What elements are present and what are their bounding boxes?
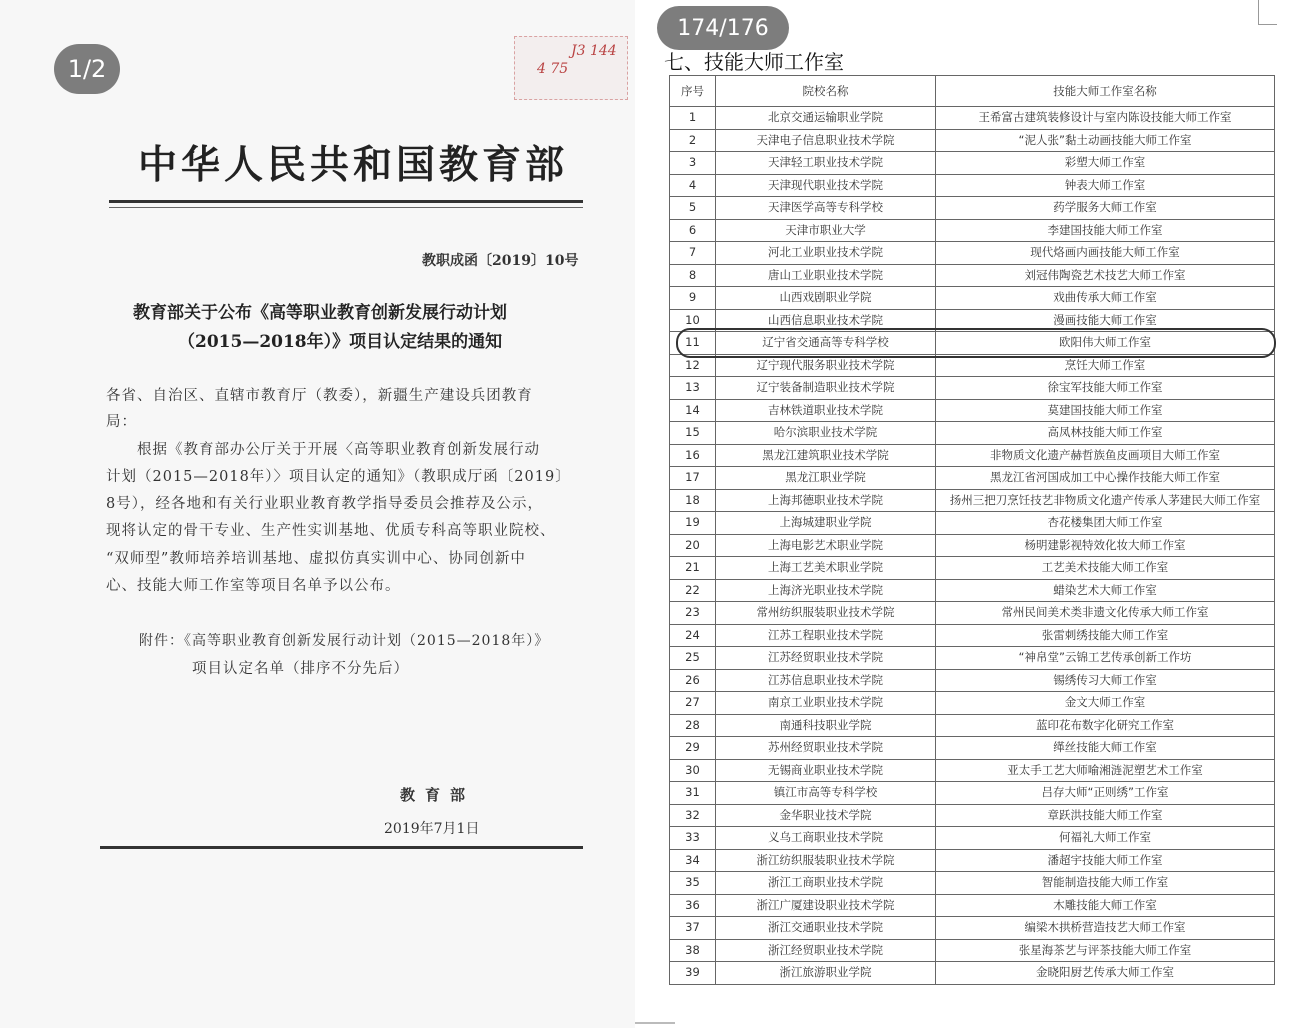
school-name-cell: 江苏经贸职业技术学院 — [716, 647, 936, 670]
body-line-5: 8号），经各地和有关行业职业教育教学指导委员会推荐及公示， — [106, 496, 543, 512]
studio-name-cell: 李建国技能大师工作室 — [936, 219, 1275, 242]
studio-name-cell: 高凤林技能大师工作室 — [936, 422, 1275, 445]
school-name-cell: 浙江工商职业技术学院 — [716, 872, 936, 895]
table-row — [670, 962, 1275, 985]
table-row — [670, 827, 1275, 850]
table-row — [670, 152, 1275, 175]
row-index-cell: 27 — [670, 692, 716, 715]
school-name-cell: 江苏信息职业技术学院 — [716, 669, 936, 692]
table-row — [670, 489, 1275, 512]
studio-name-cell: 何福礼大师工作室 — [936, 827, 1275, 850]
table-row — [670, 759, 1275, 782]
row-index-cell: 18 — [670, 489, 716, 512]
table-row — [670, 354, 1275, 377]
page-indicator-right: 174/176 — [657, 6, 789, 50]
studio-name-cell: 莫建国技能大师工作室 — [936, 399, 1275, 422]
table-row — [670, 849, 1275, 872]
school-name-cell: 天津市职业大学 — [716, 219, 936, 242]
row-index-cell: 29 — [670, 737, 716, 760]
studio-name-cell: 杨明建影视特效化妆大师工作室 — [936, 534, 1275, 557]
school-name-cell: 河北工业职业技术学院 — [716, 242, 936, 265]
row-index-cell: 13 — [670, 377, 716, 400]
row-index-cell: 28 — [670, 714, 716, 737]
page-bottom-edge — [635, 1022, 675, 1024]
table-row — [670, 377, 1275, 400]
school-name-cell: 金华职业技术学院 — [716, 804, 936, 827]
studio-name-cell: 徐宝军技能大师工作室 — [936, 377, 1275, 400]
school-name-cell: 南通科技职业学院 — [716, 714, 936, 737]
school-name-cell: 镇江市高等专科学校 — [716, 782, 936, 805]
table-row — [670, 399, 1275, 422]
table-row — [670, 714, 1275, 737]
row-index-cell: 37 — [670, 917, 716, 940]
table-row — [670, 219, 1275, 242]
table-row — [670, 534, 1275, 557]
stamp-line-2: 4 75 — [537, 61, 569, 77]
table-row — [670, 174, 1275, 197]
body-line-3: 根据《教育部办公厅关于开展〈高等职业教育创新发展行动 — [106, 442, 540, 458]
row-index-cell: 25 — [670, 647, 716, 670]
school-name-cell: 上海工艺美术职业学院 — [716, 557, 936, 580]
row-index-cell: 16 — [670, 444, 716, 467]
table-row — [670, 872, 1275, 895]
stamp-line-1: J3 144 — [571, 43, 617, 59]
body-line-8: 心、技能大师工作室等项目名单予以公布。 — [106, 578, 401, 594]
school-name-cell: 南京工业职业技术学院 — [716, 692, 936, 715]
table-row — [670, 332, 1275, 355]
notice-title-line-1: 教育部关于公布《高等职业教育创新发展行动计划 — [133, 303, 507, 323]
school-name-cell: 常州纺织服装职业技术学院 — [716, 602, 936, 625]
row-index-cell: 30 — [670, 759, 716, 782]
studio-name-cell: 智能制造技能大师工作室 — [936, 872, 1275, 895]
table-row — [670, 602, 1275, 625]
table-row — [670, 894, 1275, 917]
school-name-cell: 天津电子信息职业技术学院 — [716, 129, 936, 152]
school-name-cell: 义乌工商职业技术学院 — [716, 827, 936, 850]
table-row — [670, 737, 1275, 760]
letterhead-rule — [109, 200, 583, 203]
studio-name-cell: 张雷刺绣技能大师工作室 — [936, 624, 1275, 647]
table-row — [670, 422, 1275, 445]
row-index-cell: 19 — [670, 512, 716, 535]
school-name-cell: 黑龙江建筑职业技术学院 — [716, 444, 936, 467]
row-index-cell: 7 — [670, 242, 716, 265]
row-index-cell: 9 — [670, 287, 716, 310]
studio-name-cell: 黑龙江省河国成加工中心操作技能大师工作室 — [936, 467, 1275, 490]
header-studio: 技能大师工作室名称 — [936, 76, 1275, 107]
row-index-cell: 34 — [670, 849, 716, 872]
studio-name-cell: 王希富古建筑装修设计与室内陈设技能大师工作室 — [936, 107, 1275, 130]
school-name-cell: 山西戏剧职业学院 — [716, 287, 936, 310]
footer-rule — [100, 846, 583, 849]
row-index-cell: 8 — [670, 264, 716, 287]
studio-name-cell: 蜡染艺术大师工作室 — [936, 579, 1275, 602]
school-name-cell: 上海电影艺术职业学院 — [716, 534, 936, 557]
table-row — [670, 309, 1275, 332]
school-name-cell: 上海济光职业技术学院 — [716, 579, 936, 602]
school-name-cell: 上海邦德职业技术学院 — [716, 489, 936, 512]
studio-name-cell: “神帛堂”云锦工艺传承创新工作坊 — [936, 647, 1275, 670]
skill-master-studio-table — [669, 75, 1275, 985]
studio-name-cell: 常州民间美术类非遗文化传承大师工作室 — [936, 602, 1275, 625]
row-index-cell: 17 — [670, 467, 716, 490]
school-name-cell: 无锡商业职业技术学院 — [716, 759, 936, 782]
studio-name-cell: 编梁木拱桥营造技艺大师工作室 — [936, 917, 1275, 940]
studio-name-cell: 烹饪大师工作室 — [936, 354, 1275, 377]
school-name-cell: 浙江交通职业技术学院 — [716, 917, 936, 940]
row-index-cell: 31 — [670, 782, 716, 805]
page-corner-mark — [1258, 0, 1277, 25]
studio-name-cell: 戏曲传承大师工作室 — [936, 287, 1275, 310]
school-name-cell: 天津医学高等专科学校 — [716, 197, 936, 220]
studio-name-cell: 漫画技能大师工作室 — [936, 309, 1275, 332]
table-row — [670, 647, 1275, 670]
attachment-line-2: 项目认定名单（排序不分先后） — [192, 661, 409, 677]
attachment-line-1: 附件：《高等职业教育创新发展行动计划（2015—2018年）》 — [139, 633, 550, 649]
table-row — [670, 264, 1275, 287]
table-row — [670, 939, 1275, 962]
row-index-cell: 22 — [670, 579, 716, 602]
table-row — [670, 107, 1275, 130]
school-name-cell: 浙江广厦建设职业技术学院 — [716, 894, 936, 917]
body-line-6: 现将认定的骨干专业、生产性实训基地、优质专科高等职业院校、 — [106, 523, 556, 539]
table-header-row — [670, 76, 1275, 107]
row-index-cell: 11 — [670, 332, 716, 355]
table-row — [670, 512, 1275, 535]
table-row — [670, 579, 1275, 602]
studio-name-cell: 金文大师工作室 — [936, 692, 1275, 715]
table-row — [670, 129, 1275, 152]
studio-name-cell: 杏花楼集团大师工作室 — [936, 512, 1275, 535]
studio-name-cell: 钟表大师工作室 — [936, 174, 1275, 197]
school-name-cell: 苏州经贸职业技术学院 — [716, 737, 936, 760]
section-title: 七、技能大师工作室 — [664, 50, 844, 74]
school-name-cell: 唐山工业职业技术学院 — [716, 264, 936, 287]
school-name-cell: 辽宁现代服务职业技术学院 — [716, 354, 936, 377]
studio-name-cell: 工艺美术技能大师工作室 — [936, 557, 1275, 580]
table-row — [670, 242, 1275, 265]
school-name-cell: 浙江旅游职业学院 — [716, 962, 936, 985]
header-index: 序号 — [670, 76, 716, 107]
row-index-cell: 23 — [670, 602, 716, 625]
table-row — [670, 287, 1275, 310]
table-row — [670, 669, 1275, 692]
school-name-cell: 天津轻工职业技术学院 — [716, 152, 936, 175]
row-index-cell: 14 — [670, 399, 716, 422]
row-index-cell: 39 — [670, 962, 716, 985]
studio-name-cell: 锡绣传习大师工作室 — [936, 669, 1275, 692]
row-index-cell: 12 — [670, 354, 716, 377]
school-name-cell: 上海城建职业学院 — [716, 512, 936, 535]
studio-name-cell: 张星海茶艺与评茶技能大师工作室 — [936, 939, 1275, 962]
studio-name-cell: 蓝印花布数字化研究工作室 — [936, 714, 1275, 737]
received-stamp — [514, 36, 628, 100]
studio-name-cell: 章跃洪技能大师工作室 — [936, 804, 1275, 827]
body-line-2: 局： — [106, 414, 137, 430]
row-index-cell: 24 — [670, 624, 716, 647]
page-indicator-left: 1/2 — [54, 44, 120, 94]
row-index-cell: 3 — [670, 152, 716, 175]
row-index-cell: 2 — [670, 129, 716, 152]
school-name-cell: 黑龙江职业学院 — [716, 467, 936, 490]
table-row — [670, 804, 1275, 827]
table-row — [670, 467, 1275, 490]
row-index-cell: 36 — [670, 894, 716, 917]
row-index-cell: 1 — [670, 107, 716, 130]
row-index-cell: 33 — [670, 827, 716, 850]
studio-name-cell: 药学服务大师工作室 — [936, 197, 1275, 220]
school-name-cell: 浙江经贸职业技术学院 — [716, 939, 936, 962]
row-index-cell: 5 — [670, 197, 716, 220]
row-index-cell: 26 — [670, 669, 716, 692]
studio-name-cell: 扬州三把刀烹饪技艺非物质文化遗产传承人茅建民大师工作室 — [936, 489, 1275, 512]
school-name-cell: 江苏工程职业技术学院 — [716, 624, 936, 647]
table-row — [670, 917, 1275, 940]
school-name-cell: 天津现代职业技术学院 — [716, 174, 936, 197]
studio-name-cell: “泥人张”黏土动画技能大师工作室 — [936, 129, 1275, 152]
letterhead-rule-thin — [109, 207, 583, 208]
row-index-cell: 4 — [670, 174, 716, 197]
studio-name-cell: 潘超宇技能大师工作室 — [936, 849, 1275, 872]
ministry-letterhead: 中华人民共和国教育部 — [138, 142, 569, 188]
studio-name-cell: 亚太手工艺大师喻湘涟泥塑艺术工作室 — [936, 759, 1275, 782]
table-row — [670, 692, 1275, 715]
table-row — [670, 197, 1275, 220]
studio-name-cell: 彩塑大师工作室 — [936, 152, 1275, 175]
issue-date: 2019年7月1日 — [384, 821, 480, 837]
row-index-cell: 10 — [670, 309, 716, 332]
school-name-cell: 山西信息职业技术学院 — [716, 309, 936, 332]
table-body — [670, 107, 1275, 985]
document-number: 教职成函〔2019〕10号 — [422, 253, 579, 269]
row-index-cell: 35 — [670, 872, 716, 895]
row-index-cell: 21 — [670, 557, 716, 580]
row-index-cell: 32 — [670, 804, 716, 827]
row-index-cell: 38 — [670, 939, 716, 962]
studio-name-cell: 非物质文化遗产赫哲族鱼皮画项目大师工作室 — [936, 444, 1275, 467]
table-row — [670, 782, 1275, 805]
table-row — [670, 444, 1275, 467]
school-name-cell: 吉林铁道职业技术学院 — [716, 399, 936, 422]
body-line-4: 计划（2015—2018年）〉项目认定的通知》（教职成厅函〔2019〕 — [106, 469, 571, 485]
row-index-cell: 6 — [670, 219, 716, 242]
left-document-page — [0, 0, 640, 1028]
studio-name-cell: 木雕技能大师工作室 — [936, 894, 1275, 917]
body-line-7: “双师型”教师培养培训基地、虚拟仿真实训中心、协同创新中 — [106, 551, 526, 567]
school-name-cell: 浙江纺织服装职业技术学院 — [716, 849, 936, 872]
row-index-cell: 15 — [670, 422, 716, 445]
studio-name-cell: 缂丝技能大师工作室 — [936, 737, 1275, 760]
studio-name-cell: 现代烙画内画技能大师工作室 — [936, 242, 1275, 265]
studio-name-cell: 刘冠伟陶瓷艺术技艺大师工作室 — [936, 264, 1275, 287]
studio-name-cell: 金晓阳厨艺传承大师工作室 — [936, 962, 1275, 985]
school-name-cell: 哈尔滨职业技术学院 — [716, 422, 936, 445]
studio-name-cell: 吕存大师“正则绣”工作室 — [936, 782, 1275, 805]
school-name-cell: 辽宁装备制造职业技术学院 — [716, 377, 936, 400]
table-row — [670, 557, 1275, 580]
row-index-cell: 20 — [670, 534, 716, 557]
body-line-1: 各省、自治区、直辖市教育厅（教委），新疆生产建设兵团教育 — [106, 388, 533, 404]
notice-title-line-2: （2015—2018年）》项目认定结果的通知 — [178, 332, 503, 352]
school-name-cell: 北京交通运输职业学院 — [716, 107, 936, 130]
issuer-signature: 教育部 — [400, 786, 476, 804]
table-row — [670, 624, 1275, 647]
studio-name-cell: 欧阳伟大师工作室 — [936, 332, 1275, 355]
school-name-cell: 辽宁省交通高等专科学校 — [716, 332, 936, 355]
header-school: 院校名称 — [716, 76, 936, 107]
